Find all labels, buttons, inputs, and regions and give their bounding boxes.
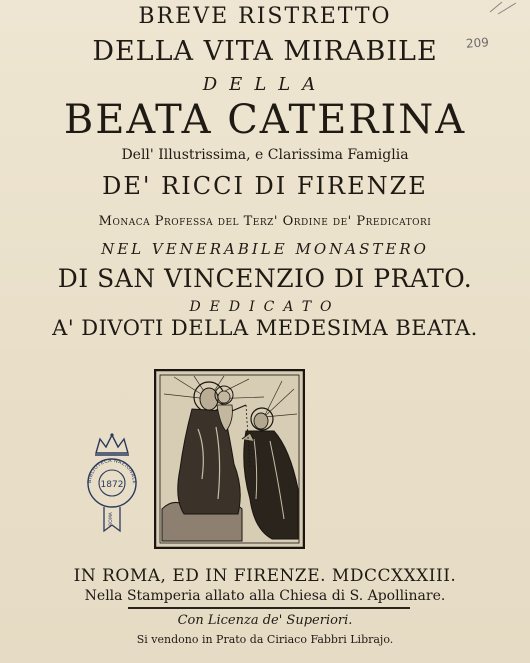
title-line-vita-mirabile: DELLA VITA MIRABILE [92, 36, 438, 67]
title-line-ricci: DE' RICCI DI FIRENZE [102, 172, 428, 200]
title-line-beata-caterina: BEATA CATERINA [63, 97, 467, 143]
title-line-famiglia: Dell' Illustrissima, e Clarissima Famiglia [121, 147, 409, 163]
woodcut-illustration [154, 369, 305, 549]
title-line-monaca: Monaca Professa del Terz' Ordine de' Predicatori [98, 214, 432, 229]
title-line-monastero: NEL VENERABILE MONASTERO [101, 240, 429, 258]
title-line-dedicato: DEDICATO [189, 299, 341, 315]
imprint-printer: Nella Stamperia allato alla Chiesa di S. Apollinare. [84, 588, 446, 604]
stamp-arc-text: BIBLIOTECA NAZIONALE [86, 457, 138, 485]
stamp-ribbon-text: ROMA [109, 512, 114, 526]
stamp-year: 1872 [100, 480, 124, 490]
imprint-license: Con Licenza de' Superiori. [177, 613, 353, 628]
pencil-mark-icon [486, 0, 522, 16]
imprint-rule [128, 607, 410, 609]
title-line-breve-ristretto: BREVE RISTRETTO [138, 4, 392, 29]
imprint-place-date: IN ROMA, ED IN FIRENZE. MDCCXXXIII. [73, 566, 457, 586]
imprint-bookseller: Si vendono in Prato da Ciriaco Fabbri Librajo. [136, 633, 394, 646]
library-stamp [82, 431, 142, 543]
title-line-san-vincenzio: DI SAN VINCENZIO DI PRATO. [57, 264, 473, 293]
title-line-della: DELLA [202, 74, 328, 95]
shelf-number-annotation: 209 [465, 35, 490, 51]
title-line-divoti: A' DIVOTI DELLA MEDESIMA BEATA. [52, 316, 478, 340]
